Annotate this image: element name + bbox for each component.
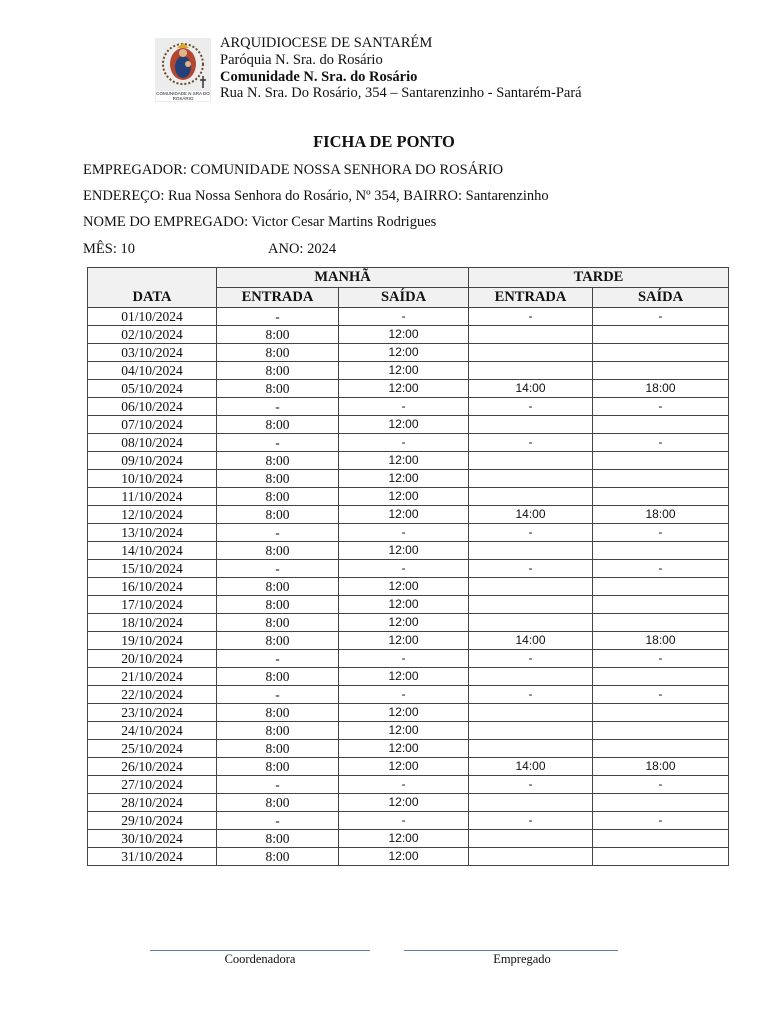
morning-exit-cell: 12:00	[339, 470, 469, 488]
table-row	[88, 560, 729, 578]
morning-entry-header: ENTRADA	[217, 288, 339, 308]
date-cell: 14/10/2024	[88, 542, 217, 560]
date-cell: 22/10/2024	[88, 686, 217, 704]
morning-exit-cell: -	[339, 524, 469, 542]
date-cell: 07/10/2024	[88, 416, 217, 434]
afternoon-entry-cell	[469, 470, 593, 488]
table-row	[88, 326, 729, 344]
morning-exit-cell: -	[339, 776, 469, 794]
table-row	[88, 470, 729, 488]
morning-entry-cell: -	[217, 686, 339, 704]
afternoon-entry-cell	[469, 542, 593, 560]
afternoon-entry-cell	[469, 848, 593, 866]
morning-exit-cell: 12:00	[339, 794, 469, 812]
afternoon-exit-cell	[593, 668, 729, 686]
afternoon-entry-cell	[469, 614, 593, 632]
morning-entry-cell: -	[217, 812, 339, 830]
afternoon-exit-cell	[593, 794, 729, 812]
date-cell: 23/10/2024	[88, 704, 217, 722]
afternoon-exit-cell	[593, 542, 729, 560]
morning-exit-cell: 12:00	[339, 578, 469, 596]
afternoon-exit-cell: -	[593, 524, 729, 542]
morning-exit-cell: -	[339, 650, 469, 668]
afternoon-exit-cell	[593, 326, 729, 344]
date-cell: 01/10/2024	[88, 308, 217, 326]
morning-entry-cell: -	[217, 776, 339, 794]
afternoon-exit-cell	[593, 416, 729, 434]
date-cell: 11/10/2024	[88, 488, 217, 506]
morning-exit-cell: -	[339, 398, 469, 416]
address-field: ENDEREÇO: Rua Nossa Senhora do Rosário, Nº 354, BAIRRO: Santarenzinho	[83, 188, 549, 204]
table-row	[88, 506, 729, 524]
afternoon-exit-cell	[593, 344, 729, 362]
afternoon-exit-cell	[593, 614, 729, 632]
morning-exit-cell: 12:00	[339, 830, 469, 848]
afternoon-exit-cell	[593, 848, 729, 866]
table-row	[88, 434, 729, 452]
morning-entry-cell: 8:00	[217, 794, 339, 812]
morning-exit-cell: 12:00	[339, 344, 469, 362]
table-row	[88, 416, 729, 434]
morning-exit-cell: 12:00	[339, 416, 469, 434]
morning-entry-cell: 8:00	[217, 578, 339, 596]
table-row	[88, 740, 729, 758]
morning-exit-cell: 12:00	[339, 506, 469, 524]
morning-exit-cell: 12:00	[339, 326, 469, 344]
table-row	[88, 488, 729, 506]
afternoon-entry-cell	[469, 362, 593, 380]
date-cell: 28/10/2024	[88, 794, 217, 812]
date-cell: 30/10/2024	[88, 830, 217, 848]
morning-entry-cell: -	[217, 524, 339, 542]
year-field: ANO: 2024	[268, 241, 337, 257]
afternoon-entry-cell	[469, 452, 593, 470]
date-cell: 31/10/2024	[88, 848, 217, 866]
table-row	[88, 830, 729, 848]
afternoon-entry-cell: -	[469, 434, 593, 452]
date-cell: 29/10/2024	[88, 812, 217, 830]
morning-exit-cell: 12:00	[339, 758, 469, 776]
archdiocese-name: ARQUIDIOCESE DE SANTARÉM	[220, 35, 433, 51]
table-row	[88, 722, 729, 740]
morning-entry-cell: 8:00	[217, 326, 339, 344]
table-row	[88, 632, 729, 650]
afternoon-exit-cell	[593, 596, 729, 614]
morning-entry-cell: 8:00	[217, 668, 339, 686]
timesheet-body	[88, 308, 729, 866]
timesheet-table	[87, 267, 729, 866]
date-cell: 16/10/2024	[88, 578, 217, 596]
table-row	[88, 362, 729, 380]
afternoon-entry-cell: 14:00	[469, 380, 593, 398]
afternoon-exit-cell: -	[593, 812, 729, 830]
coordinator-signature-line	[150, 950, 370, 951]
afternoon-entry-cell: 14:00	[469, 632, 593, 650]
afternoon-entry-cell: -	[469, 776, 593, 794]
morning-exit-cell: 12:00	[339, 362, 469, 380]
morning-entry-cell: 8:00	[217, 470, 339, 488]
afternoon-entry-cell	[469, 416, 593, 434]
date-cell: 27/10/2024	[88, 776, 217, 794]
afternoon-exit-cell: -	[593, 776, 729, 794]
table-row	[88, 686, 729, 704]
table-row	[88, 812, 729, 830]
afternoon-exit-cell: -	[593, 398, 729, 416]
afternoon-exit-cell: -	[593, 686, 729, 704]
afternoon-exit-cell	[593, 578, 729, 596]
table-row	[88, 776, 729, 794]
date-cell: 10/10/2024	[88, 470, 217, 488]
afternoon-entry-cell	[469, 740, 593, 758]
morning-exit-header: SAÍDA	[339, 288, 469, 308]
date-cell: 26/10/2024	[88, 758, 217, 776]
afternoon-entry-cell: -	[469, 308, 593, 326]
date-cell: 20/10/2024	[88, 650, 217, 668]
afternoon-exit-cell: -	[593, 650, 729, 668]
morning-entry-cell: -	[217, 650, 339, 668]
morning-entry-cell: 8:00	[217, 704, 339, 722]
date-cell: 05/10/2024	[88, 380, 217, 398]
morning-exit-cell: 12:00	[339, 614, 469, 632]
morning-entry-cell: 8:00	[217, 722, 339, 740]
table-row	[88, 704, 729, 722]
morning-entry-cell: 8:00	[217, 632, 339, 650]
morning-exit-cell: -	[339, 308, 469, 326]
date-cell: 04/10/2024	[88, 362, 217, 380]
morning-entry-cell: 8:00	[217, 362, 339, 380]
afternoon-entry-cell	[469, 794, 593, 812]
morning-exit-cell: 12:00	[339, 488, 469, 506]
morning-entry-cell: 8:00	[217, 830, 339, 848]
afternoon-entry-cell: -	[469, 650, 593, 668]
table-row	[88, 668, 729, 686]
date-cell: 06/10/2024	[88, 398, 217, 416]
afternoon-entry-cell: 14:00	[469, 506, 593, 524]
table-row	[88, 578, 729, 596]
table-row	[88, 758, 729, 776]
letterhead	[220, 35, 582, 102]
table-row	[88, 308, 729, 326]
afternoon-entry-cell	[469, 578, 593, 596]
header-spacer	[88, 268, 217, 288]
morning-entry-cell: 8:00	[217, 758, 339, 776]
date-cell: 03/10/2024	[88, 344, 217, 362]
morning-exit-cell: 12:00	[339, 596, 469, 614]
afternoon-entry-cell: -	[469, 398, 593, 416]
date-cell: 24/10/2024	[88, 722, 217, 740]
table-row	[88, 848, 729, 866]
date-cell: 18/10/2024	[88, 614, 217, 632]
date-cell: 21/10/2024	[88, 668, 217, 686]
afternoon-exit-header: SAÍDA	[593, 288, 729, 308]
afternoon-entry-cell	[469, 668, 593, 686]
logo-caption: COMUNIDADE N.SRA DO ROSÁRIO	[156, 91, 210, 101]
morning-exit-cell: 12:00	[339, 848, 469, 866]
employee-signature-line	[404, 950, 618, 951]
morning-exit-cell: 12:00	[339, 722, 469, 740]
date-cell: 09/10/2024	[88, 452, 217, 470]
afternoon-entry-cell: -	[469, 686, 593, 704]
morning-exit-cell: 12:00	[339, 542, 469, 560]
community-name: Comunidade N. Sra. do Rosário	[220, 68, 418, 85]
morning-entry-cell: 8:00	[217, 488, 339, 506]
afternoon-exit-cell: 18:00	[593, 506, 729, 524]
date-cell: 25/10/2024	[88, 740, 217, 758]
morning-exit-cell: 12:00	[339, 632, 469, 650]
afternoon-exit-cell: -	[593, 434, 729, 452]
afternoon-entry-cell	[469, 704, 593, 722]
table-row	[88, 794, 729, 812]
date-cell: 08/10/2024	[88, 434, 217, 452]
afternoon-exit-cell	[593, 362, 729, 380]
afternoon-exit-cell	[593, 740, 729, 758]
morning-entry-cell: 8:00	[217, 542, 339, 560]
afternoon-exit-cell: -	[593, 560, 729, 578]
afternoon-entry-cell: 14:00	[469, 758, 593, 776]
table-row	[88, 596, 729, 614]
afternoon-exit-cell	[593, 722, 729, 740]
table-row	[88, 398, 729, 416]
letterhead-address: Rua N. Sra. Do Rosário, 354 – Santarenzinho - Santarém-Pará	[220, 85, 582, 102]
afternoon-entry-cell	[469, 488, 593, 506]
afternoon-group-header: TARDE	[469, 268, 729, 288]
morning-exit-cell: 12:00	[339, 740, 469, 758]
employee-name-field: NOME DO EMPREGADO: Victor Cesar Martins Rodrigues	[83, 214, 437, 230]
morning-exit-cell: -	[339, 812, 469, 830]
morning-entry-cell: 8:00	[217, 848, 339, 866]
table-row	[88, 524, 729, 542]
afternoon-exit-cell	[593, 830, 729, 848]
coordinator-signature-label: Coordenadora	[224, 952, 296, 966]
morning-exit-cell: -	[339, 434, 469, 452]
table-row	[88, 542, 729, 560]
afternoon-exit-cell	[593, 470, 729, 488]
morning-entry-cell: 8:00	[217, 380, 339, 398]
morning-group-header: MANHÃ	[217, 268, 469, 288]
morning-exit-cell: 12:00	[339, 452, 469, 470]
afternoon-exit-cell: 18:00	[593, 758, 729, 776]
morning-entry-cell: 8:00	[217, 740, 339, 758]
document-title: FICHA DE PONTO	[313, 132, 455, 151]
afternoon-entry-cell	[469, 722, 593, 740]
morning-exit-cell: 12:00	[339, 704, 469, 722]
date-cell: 17/10/2024	[88, 596, 217, 614]
employee-signature-label: Empregado	[493, 952, 551, 966]
table-row	[88, 614, 729, 632]
date-cell: 12/10/2024	[88, 506, 217, 524]
date-cell: 15/10/2024	[88, 560, 217, 578]
date-column-header: DATA	[88, 288, 217, 308]
afternoon-entry-cell: -	[469, 812, 593, 830]
morning-exit-cell: 12:00	[339, 668, 469, 686]
afternoon-entry-cell: -	[469, 560, 593, 578]
morning-entry-cell: -	[217, 560, 339, 578]
afternoon-exit-cell: 18:00	[593, 380, 729, 398]
afternoon-exit-cell: -	[593, 308, 729, 326]
table-row	[88, 452, 729, 470]
morning-entry-cell: 8:00	[217, 452, 339, 470]
morning-exit-cell: -	[339, 686, 469, 704]
morning-entry-cell: 8:00	[217, 614, 339, 632]
afternoon-exit-cell: 18:00	[593, 632, 729, 650]
morning-entry-cell: 8:00	[217, 344, 339, 362]
afternoon-exit-cell	[593, 704, 729, 722]
afternoon-entry-cell	[469, 596, 593, 614]
table-row	[88, 380, 729, 398]
date-cell: 02/10/2024	[88, 326, 217, 344]
parish-name: Paróquia N. Sra. do Rosário	[220, 51, 383, 68]
morning-entry-cell: 8:00	[217, 596, 339, 614]
morning-entry-cell: 8:00	[217, 416, 339, 434]
afternoon-entry-cell	[469, 830, 593, 848]
afternoon-entry-cell	[469, 344, 593, 362]
morning-entry-cell: -	[217, 398, 339, 416]
morning-entry-cell: -	[217, 308, 339, 326]
month-field: MÊS: 10	[83, 241, 135, 257]
afternoon-exit-cell	[593, 488, 729, 506]
table-row	[88, 344, 729, 362]
employer-field: EMPREGADOR: COMUNIDADE NOSSA SENHORA DO ROSÁRIO	[83, 162, 504, 178]
afternoon-entry-header: ENTRADA	[469, 288, 593, 308]
date-cell: 19/10/2024	[88, 632, 217, 650]
morning-entry-cell: -	[217, 434, 339, 452]
afternoon-exit-cell	[593, 452, 729, 470]
morning-entry-cell: 8:00	[217, 506, 339, 524]
morning-exit-cell: 12:00	[339, 380, 469, 398]
afternoon-entry-cell	[469, 326, 593, 344]
morning-exit-cell: -	[339, 560, 469, 578]
date-cell: 13/10/2024	[88, 524, 217, 542]
afternoon-entry-cell: -	[469, 524, 593, 542]
table-row	[88, 650, 729, 668]
